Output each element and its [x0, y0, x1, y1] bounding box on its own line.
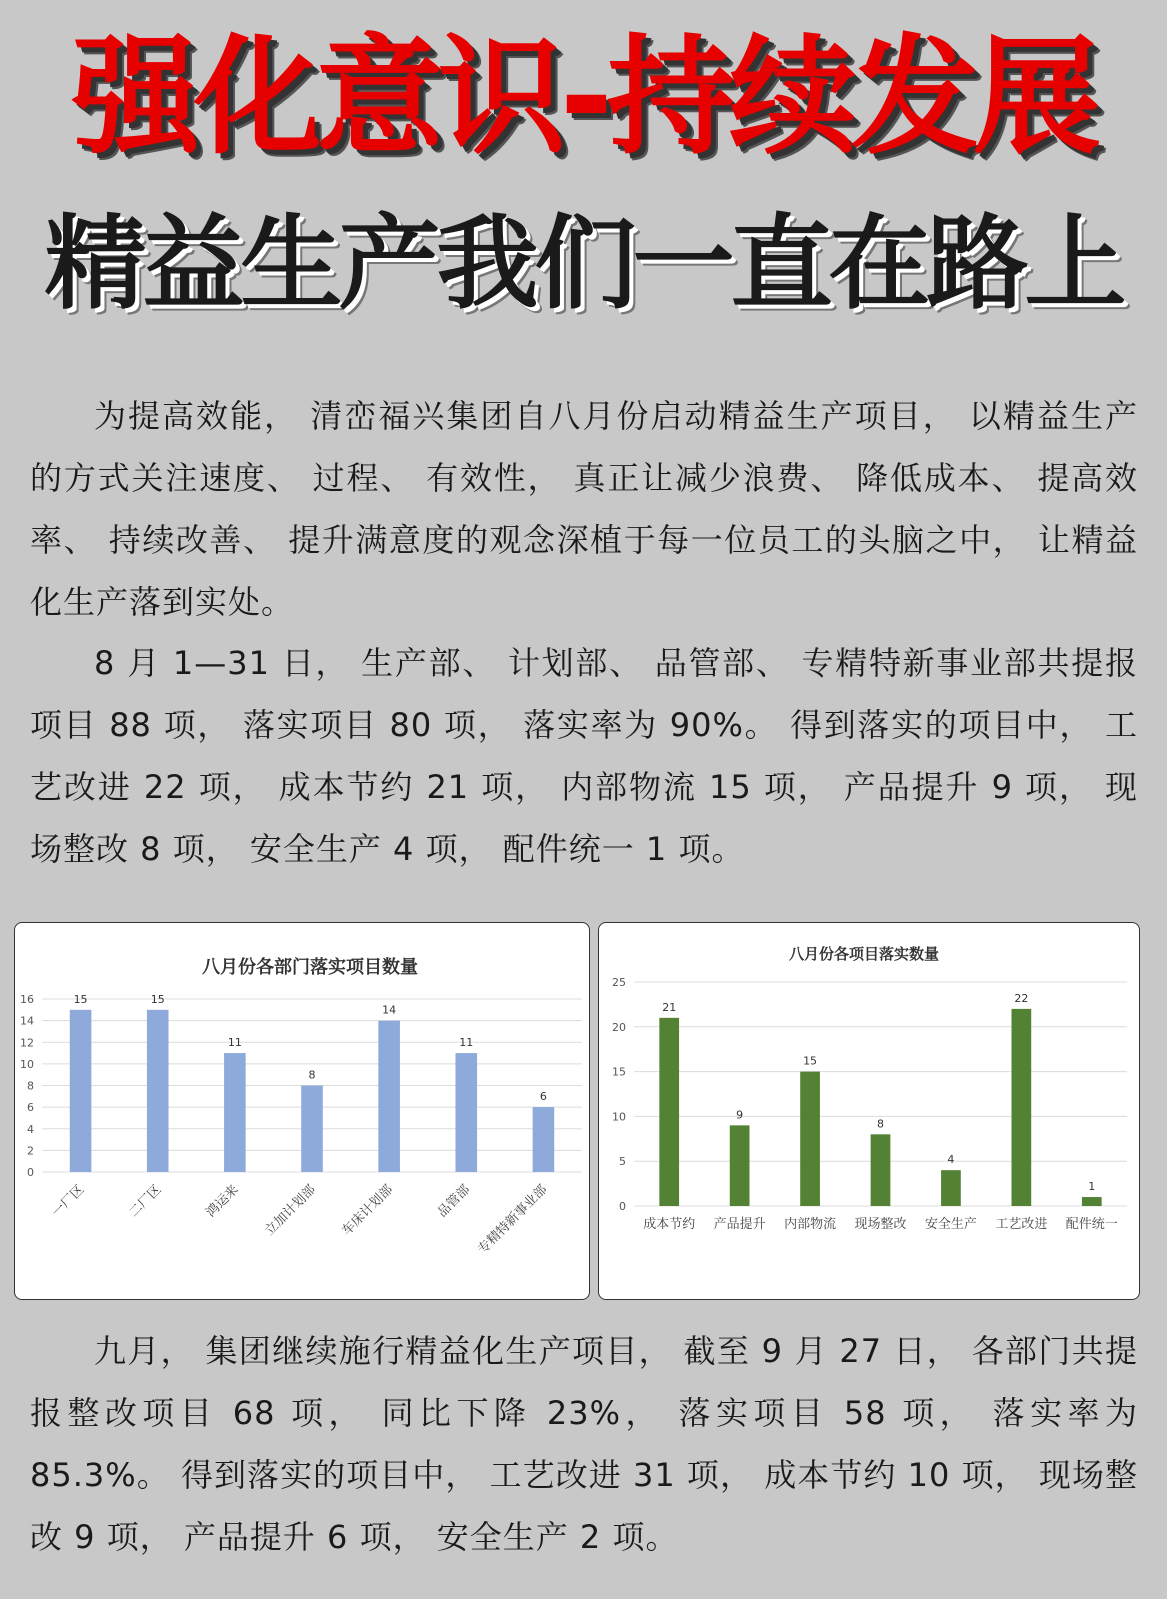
data-label: 1	[1088, 1180, 1096, 1194]
chart-department-bars	[14, 922, 590, 1300]
y-tick-label: 20	[612, 1020, 626, 1034]
bar	[378, 1021, 400, 1172]
paragraph-september: 九月， 集团继续施行精益化生产项目， 截至 9 月 27 日， 各部门共提报整改项目 68 项， 同比下降 23%， 落实项目 58 项， 落实率为 85.3%。 得到落实的项目中， 工艺改进 31 项， 成本节约 10 项， 现场整改 9 项， 产品提升 6 项， 安全生产 2 项。	[30, 1332, 1138, 1556]
y-tick-label: 14	[20, 1014, 34, 1028]
chart-title: 八月份各部门落实项目数量	[202, 957, 418, 978]
x-tick-label: 车床计划部	[339, 1182, 396, 1239]
data-label: 11	[227, 1036, 242, 1050]
bar	[800, 1072, 820, 1206]
data-label: 8	[877, 1117, 884, 1131]
x-tick-label: 二厂区	[126, 1182, 165, 1221]
x-tick-label: 立加计划部	[262, 1182, 319, 1239]
y-tick-label: 15	[612, 1065, 626, 1079]
y-tick-label: 0	[619, 1200, 626, 1213]
bar	[70, 1010, 92, 1172]
chart-department-svg	[15, 923, 589, 1299]
y-tick-label: 25	[612, 976, 626, 989]
bar	[871, 1134, 891, 1206]
y-tick-label: 6	[27, 1101, 34, 1115]
headline-title: 强化意识-持续发展	[71, 23, 1096, 172]
y-tick-label: 4	[27, 1122, 34, 1136]
bar	[301, 1086, 323, 1173]
y-tick-label: 2	[27, 1144, 34, 1158]
x-tick-label: 品管部	[434, 1182, 474, 1221]
bar	[730, 1125, 750, 1206]
chart-title: 八月份各项目落实数量	[788, 945, 940, 963]
data-label: 21	[662, 1000, 677, 1014]
bar	[455, 1053, 477, 1172]
bar	[1082, 1197, 1102, 1206]
data-label: 22	[1014, 991, 1029, 1005]
bar	[941, 1170, 961, 1206]
data-label: 15	[150, 992, 165, 1006]
data-label: 8	[308, 1068, 316, 1082]
y-tick-label: 8	[27, 1079, 34, 1093]
x-tick-label: 产品提升	[713, 1217, 766, 1232]
chart-category-svg	[599, 923, 1139, 1299]
x-tick-label: 安全生产	[924, 1217, 977, 1232]
paragraph-intro: 为提高效能， 清峦福兴集团自八月份启动精益生产项目， 以精益生产的方式关注速度、 过程、 有效性， 真正让减少浪费、 降低成本、 提高效率、 持续改善、 提升满意度的观念深植于每一位员工的头脑之中， 让精益化生产落到实处。	[30, 397, 1138, 621]
bar	[659, 1018, 679, 1206]
y-tick-label: 0	[27, 1166, 34, 1179]
headline-subtitle: 精益生产我们一直在路上	[44, 205, 1123, 324]
x-tick-label: 鸿运来	[203, 1182, 242, 1221]
y-tick-label: 5	[619, 1155, 626, 1169]
bar	[147, 1010, 169, 1172]
x-tick-label: 专精特新事业部	[475, 1182, 551, 1258]
data-label: 15	[803, 1054, 818, 1068]
data-label: 6	[539, 1090, 547, 1104]
chart-category-bars	[598, 922, 1140, 1300]
x-tick-label: 内部物流	[784, 1217, 837, 1232]
data-label: 11	[459, 1036, 474, 1050]
x-tick-label: 工艺改进	[995, 1217, 1048, 1232]
data-label: 14	[382, 1003, 397, 1017]
x-tick-label: 成本节约	[643, 1217, 696, 1232]
x-tick-label: 现场整改	[854, 1217, 907, 1232]
data-label: 4	[947, 1153, 955, 1167]
bar	[533, 1107, 555, 1172]
data-label: 9	[736, 1108, 744, 1122]
bar	[224, 1053, 246, 1172]
paragraph-august: 8 月 1—31 日， 生产部、 计划部、 品管部、 专精特新事业部共提报项目 88 项， 落实项目 80 项， 落实率为 90%。 得到落实的项目中， 工艺改进 22 项， 成本节约 21 项， 内部物流 15 项， 产品提升 9 项， 现场整改 8 项， 安全生产 4 项， 配件统一 1 项。	[30, 644, 1138, 868]
data-label: 15	[73, 992, 88, 1006]
x-tick-label: 配件统一	[1065, 1217, 1118, 1232]
y-tick-label: 10	[612, 1110, 626, 1124]
x-tick-label: 一厂区	[49, 1182, 88, 1221]
bar	[1011, 1009, 1031, 1206]
y-tick-label: 16	[20, 993, 34, 1006]
y-tick-label: 12	[20, 1036, 34, 1050]
y-tick-label: 10	[20, 1057, 34, 1071]
